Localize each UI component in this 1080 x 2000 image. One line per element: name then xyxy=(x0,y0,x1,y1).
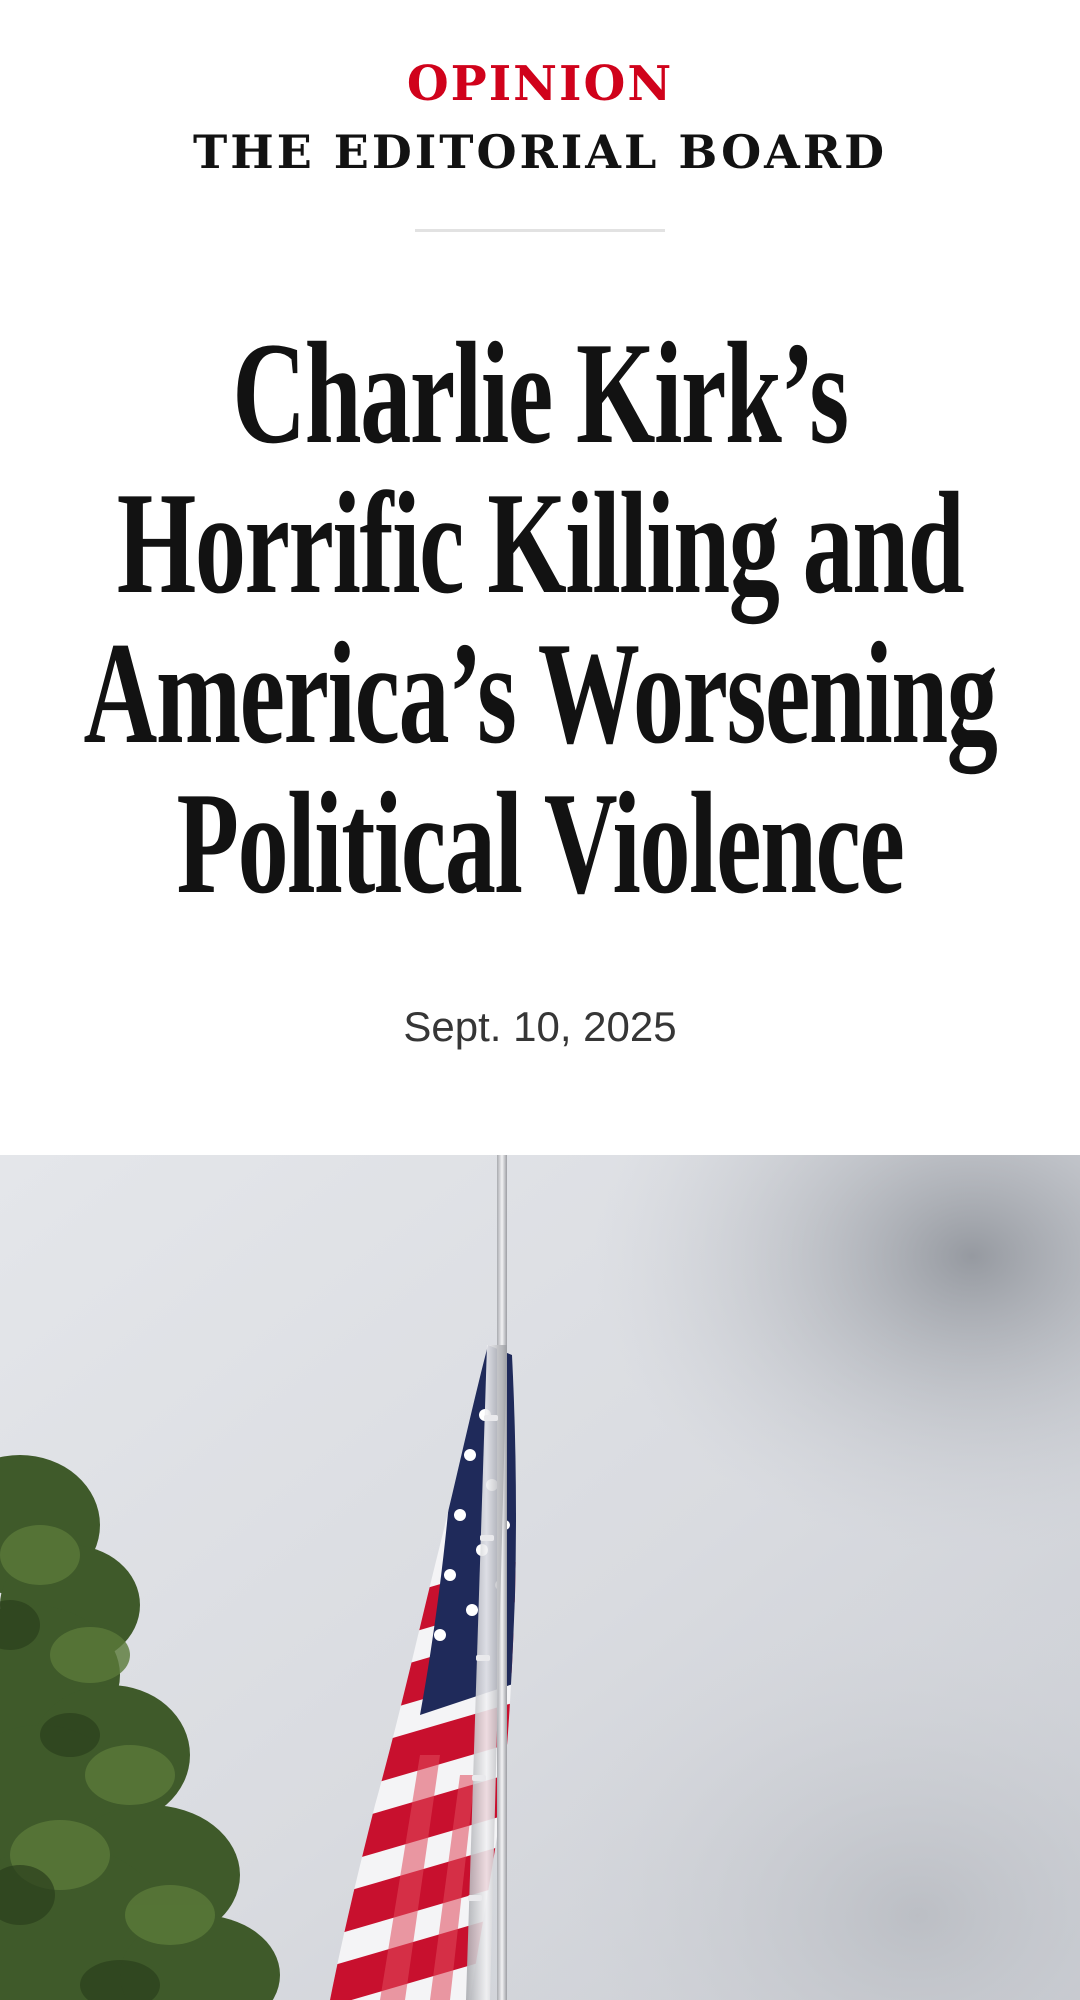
byline[interactable]: THE EDITORIAL BOARD xyxy=(193,125,887,179)
flag-photo-image xyxy=(0,1155,1080,2000)
header-divider xyxy=(415,229,665,232)
section-label[interactable]: OPINION xyxy=(406,56,674,112)
publish-date: Sept. 10, 2025 xyxy=(403,1003,677,1050)
lead-photo[interactable] xyxy=(0,1155,1080,2000)
headline: Charlie Kirk’s Horrific Killing and America’s Worsening Political Violence xyxy=(83,312,997,924)
headline-container xyxy=(0,312,1080,924)
